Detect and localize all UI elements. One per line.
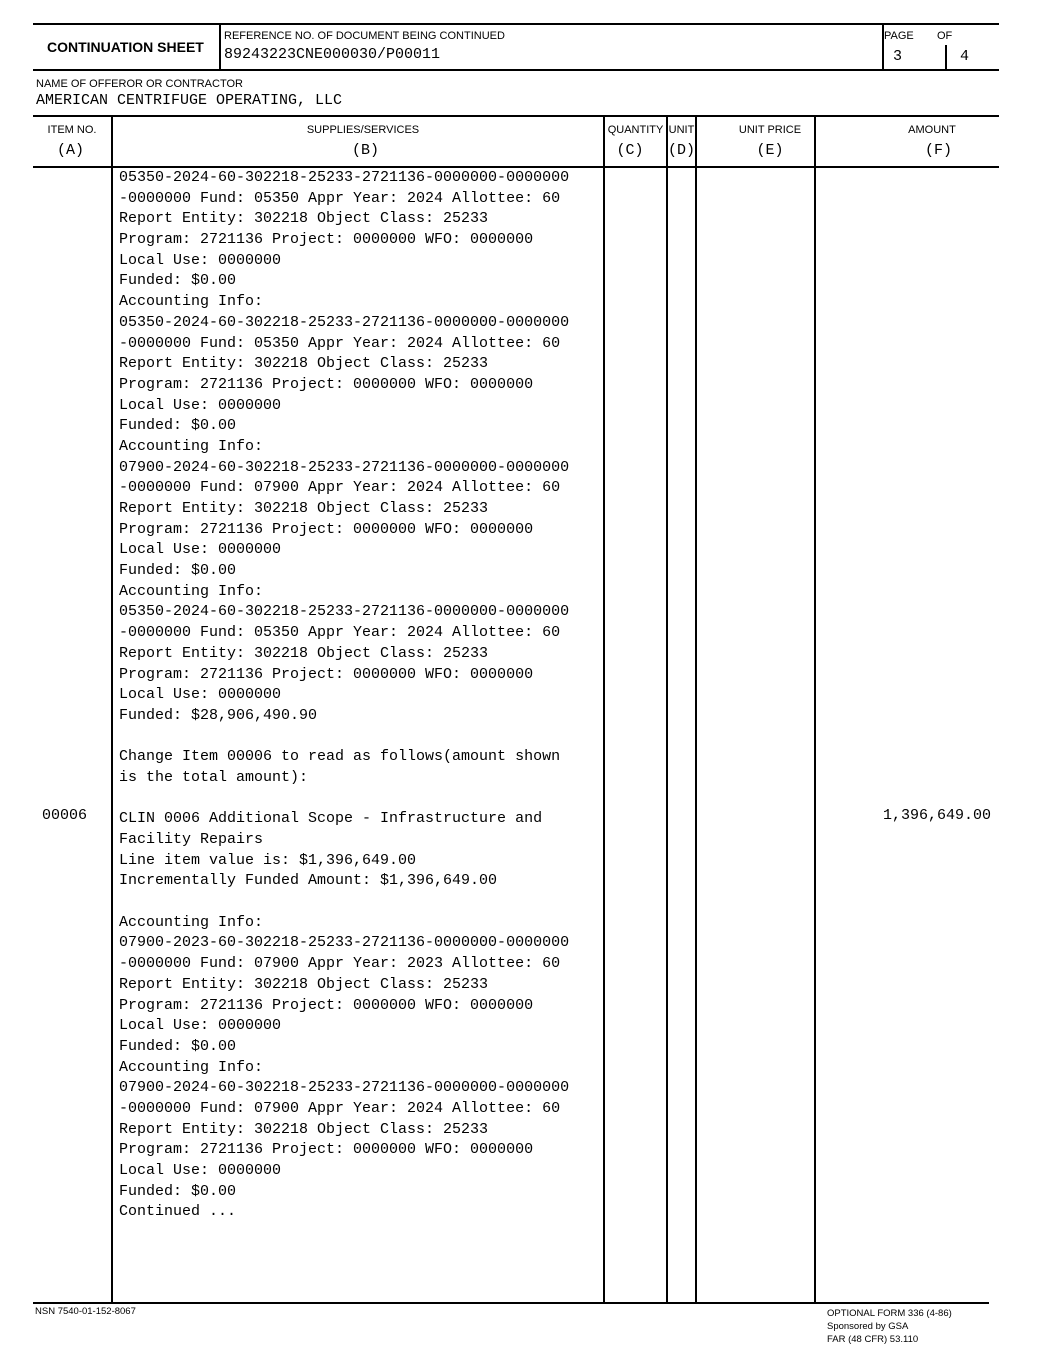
- body-line: Accounting Info:: [119, 1058, 264, 1076]
- col-letter-c: (C): [616, 142, 644, 159]
- body-line: 05350-2024-60-302218-25233-2721136-0000000-0000000: [119, 169, 570, 186]
- body-line: Accounting Info:: [119, 437, 264, 455]
- col-letter-f: (F): [924, 142, 952, 159]
- body-line: -0000000 Fund: 07900 Appr Year: 2023 Allottee: 60: [119, 955, 561, 973]
- table-bottom-rule: [33, 1302, 989, 1304]
- page-total: 4: [960, 48, 970, 65]
- body-line: -0000000 Fund: 07900 Appr Year: 2024 Allottee: 60: [119, 1099, 561, 1117]
- body-line: 07900-2024-60-302218-25233-2721136-0000000-0000000: [119, 458, 570, 476]
- col-header-unit-price: UNIT PRICE: [738, 124, 802, 136]
- col-header-unit: UNIT: [668, 124, 695, 136]
- body-line: is the total amount):: [119, 768, 309, 786]
- body-line: Funded: $0.00: [119, 417, 237, 435]
- body-line: Accounting Info:: [119, 582, 264, 600]
- body-line: Funded: $0.00: [119, 562, 237, 580]
- body-line: Report Entity: 302218 Object Class: 25233: [119, 644, 489, 662]
- body-line: 07900-2024-60-302218-25233-2721136-0000000-0000000: [119, 1079, 570, 1097]
- body-line: Funded: $0.00: [119, 272, 237, 290]
- body-line: Report Entity: 302218 Object Class: 25233: [119, 500, 489, 517]
- col-letter-d: (D): [668, 142, 696, 159]
- item-amount: 1,396,649.00: [883, 807, 992, 824]
- sheet-title: CONTINUATION SHEET: [47, 39, 204, 55]
- body-line: Funded: $0.00: [119, 1037, 237, 1055]
- body-line: Program: 2721136 Project: 0000000 WFO: 0000000: [119, 520, 534, 538]
- offeror-label: NAME OF OFFEROR OR CONTRACTOR: [36, 78, 243, 90]
- col-divider-c-d: [666, 115, 668, 1302]
- body-line: Report Entity: 302218 Object Class: 25233: [119, 355, 489, 373]
- supplies-services-text: [119, 168, 569, 1223]
- header-divider-1: [219, 23, 221, 71]
- body-line: Facility Repairs: [119, 831, 264, 848]
- col-header-quantity: QUANTITY: [607, 124, 664, 136]
- body-line: [119, 727, 569, 748]
- col-letter-a: (A): [56, 142, 84, 159]
- body-line: Local Use: 0000000: [119, 251, 282, 269]
- header-bottom-rule: [33, 69, 999, 71]
- col-divider-b-c: [603, 115, 605, 1302]
- footer-nsn: NSN 7540-01-152-8067: [35, 1306, 136, 1317]
- col-header-item-no: ITEM NO.: [47, 124, 97, 136]
- body-line: -0000000 Fund: 05350 Appr Year: 2024 Allottee: 60: [119, 624, 561, 642]
- body-line: [119, 789, 569, 810]
- body-line: Program: 2721136 Project: 0000000 WFO: 0000000: [119, 231, 534, 249]
- body-line: Accounting Info:: [119, 293, 264, 311]
- body-line: 05350-2024-60-302218-25233-2721136-0000000-0000000: [119, 313, 570, 331]
- body-line: -0000000 Fund: 07900 Appr Year: 2024 Allottee: 60: [119, 479, 561, 497]
- body-line: Report Entity: 302218 Object Class: 25233: [119, 210, 489, 228]
- col-header-supplies-services: SUPPLIES/SERVICES: [306, 124, 420, 136]
- body-line: Local Use: 0000000: [119, 396, 282, 414]
- footer-sponsor: Sponsored by GSA: [827, 1321, 909, 1332]
- col-divider-d-e: [695, 115, 697, 1302]
- of-label: OF: [937, 30, 953, 42]
- body-line: CLIN 0006 Additional Scope - Infrastructure and: [119, 810, 543, 828]
- body-line: Local Use: 0000000: [119, 686, 282, 704]
- body-line: Report Entity: 302218 Object Class: 25233: [119, 1120, 489, 1138]
- body-line: 05350-2024-60-302218-25233-2721136-0000000-0000000: [119, 603, 570, 621]
- offeror-name: AMERICAN CENTRIFUGE OPERATING, LLC: [36, 92, 343, 109]
- footer-far: FAR (48 CFR) 53.110: [827, 1334, 919, 1345]
- body-line: Accounting Info:: [119, 913, 264, 931]
- body-line: Change Item 00006 to read as follows(amount shown: [119, 748, 561, 766]
- body-line: Continued ...: [119, 1203, 237, 1221]
- body-line: Local Use: 0000000: [119, 1162, 282, 1179]
- col-header-amount: AMOUNT: [908, 124, 956, 136]
- page-number: 3: [893, 48, 903, 65]
- body-line: Program: 2721136 Project: 0000000 WFO: 0000000: [119, 1141, 534, 1159]
- body-line: Local Use: 0000000: [119, 541, 282, 559]
- table-top-rule: [33, 115, 999, 117]
- page-label: PAGE: [884, 30, 914, 42]
- col-divider-e-f: [814, 115, 816, 1302]
- body-line: Local Use: 0000000: [119, 1017, 282, 1035]
- body-line: Program: 2721136 Project: 0000000 WFO: 0000000: [119, 375, 534, 393]
- footer-form-name: OPTIONAL FORM 336 (4-86): [827, 1308, 952, 1319]
- header-top-rule: [33, 23, 999, 25]
- body-line: Program: 2721136 Project: 0000000 WFO: 0000000: [119, 665, 534, 683]
- body-line: [119, 892, 569, 913]
- body-line: Funded: $28,906,490.90: [119, 706, 318, 724]
- reference-label: REFERENCE NO. OF DOCUMENT BEING CONTINUED: [224, 30, 505, 42]
- body-line: Funded: $0.00: [119, 1182, 237, 1200]
- col-letter-e: (E): [756, 142, 784, 159]
- body-line: Line item value is: $1,396,649.00: [119, 851, 417, 869]
- item-number: 00006: [42, 807, 88, 824]
- body-line: -0000000 Fund: 05350 Appr Year: 2024 Allottee: 60: [119, 189, 561, 207]
- col-divider-a-b: [111, 115, 113, 1302]
- body-line: -0000000 Fund: 05350 Appr Year: 2024 Allottee: 60: [119, 334, 561, 352]
- body-line: Report Entity: 302218 Object Class: 25233: [119, 975, 489, 993]
- body-line: Program: 2721136 Project: 0000000 WFO: 0000000: [119, 996, 534, 1014]
- reference-value: 89243223CNE000030/P00011: [224, 46, 441, 63]
- body-line: 07900-2023-60-302218-25233-2721136-0000000-0000000: [119, 934, 570, 952]
- page-of-divider: [945, 45, 947, 69]
- col-letter-b: (B): [351, 142, 379, 159]
- body-line: Incrementally Funded Amount: $1,396,649.00: [119, 872, 498, 890]
